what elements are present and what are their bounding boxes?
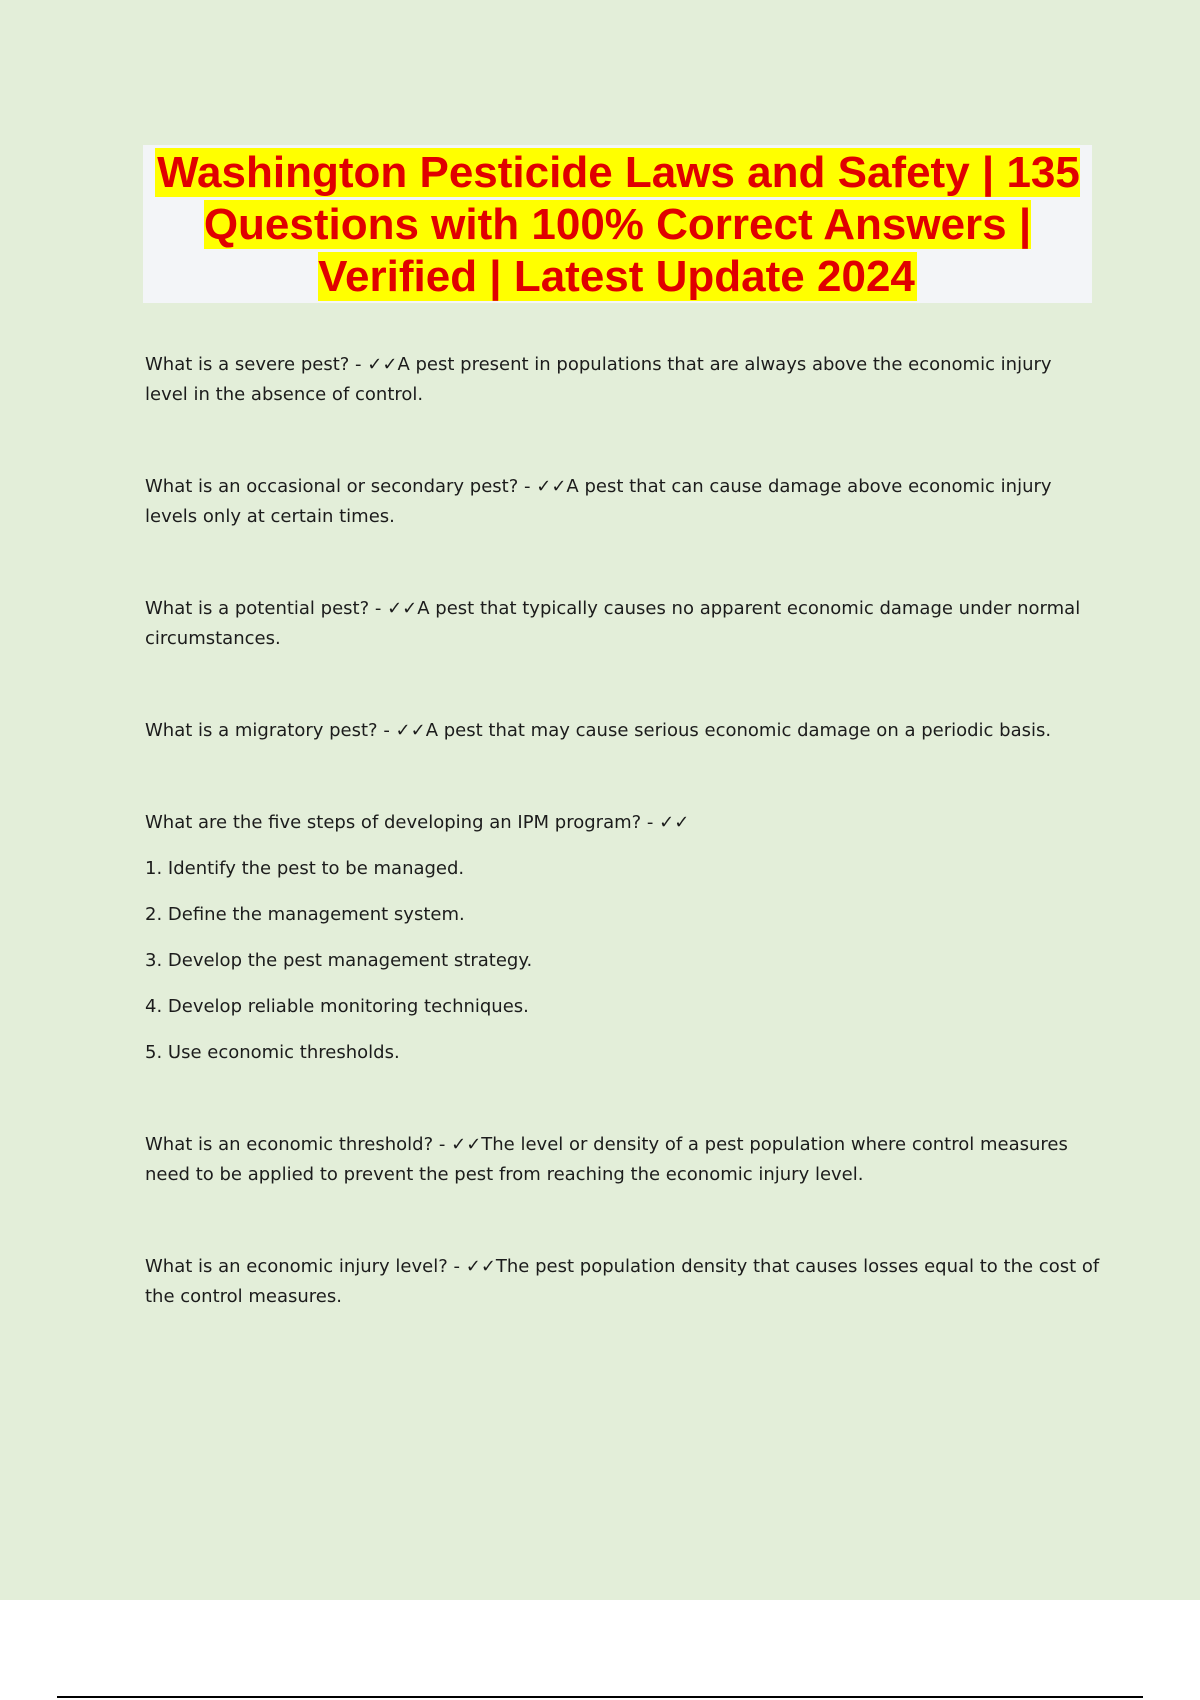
question-text: What is an economic threshold? - (145, 1134, 452, 1155)
qa-text (145, 716, 1100, 746)
question-text: What is an economic injury level? - (145, 1256, 466, 1277)
qa-item (145, 594, 1100, 654)
checkmark-icon: ✓✓ (367, 354, 398, 375)
qa-text (145, 1252, 1100, 1312)
document-title (143, 145, 1092, 303)
qa-text (145, 350, 1100, 410)
question-text: What is a severe pest? - (145, 354, 368, 375)
qa-item (145, 472, 1100, 532)
ipm-steps-list (145, 854, 1100, 1068)
answer-text: The pest population density that causes losses equal to the cost of the control measures. (145, 1256, 1100, 1307)
qa-text (145, 472, 1100, 532)
checkmark-icon: ✓✓ (536, 476, 567, 497)
checkmark-icon: ✓✓ (451, 1134, 482, 1155)
qa-item (145, 1252, 1100, 1312)
ipm-step: 2. Define the management system. (145, 904, 465, 925)
checkmark-icon: ✓✓ (387, 598, 418, 619)
question-text: What is a potential pest? - (145, 598, 388, 619)
checkmark-icon: ✓✓ (465, 1256, 496, 1277)
question-text: What is a migratory pest? - (145, 720, 396, 741)
title-box (143, 145, 1092, 303)
qa-text (145, 594, 1100, 654)
ipm-step: 3. Develop the pest management strategy. (145, 950, 533, 971)
checkmark-icon: ✓✓ (395, 720, 426, 741)
answer-text: A pest present in populations that are always above the economic injury level in the absence of control. (145, 354, 1052, 405)
qa-item (145, 1130, 1100, 1190)
qa-content (145, 350, 1100, 1374)
qa-item (145, 716, 1100, 746)
ipm-step: 1. Identify the pest to be managed. (145, 858, 465, 879)
answer-text: The level or density of a pest population where control measures need to be applied to prevent the pest from reaching the economic injury level. (145, 1134, 1068, 1185)
answer-text: A pest that may cause serious economic damage on a periodic basis. (425, 720, 1052, 741)
qa-text (145, 1130, 1100, 1190)
question-text: What are the five steps of developing an IPM program? - (145, 812, 660, 833)
qa-item-ipm (145, 808, 1100, 1068)
document-title-text: Washington Pesticide Laws and Safety | 135 Questions with 100% Correct Answers | Verified | Latest Update 2024 (157, 148, 1080, 301)
ipm-step: 5. Use economic thresholds. (145, 1042, 400, 1063)
footer-divider (57, 1696, 1143, 1698)
checkmark-icon: ✓✓ (659, 812, 690, 833)
ipm-step: 4. Develop reliable monitoring techniques. (145, 996, 529, 1017)
question-text: What is an occasional or secondary pest? - (145, 476, 537, 497)
answer-text: A pest that can cause damage above economic injury levels only at certain times. (145, 476, 1052, 527)
qa-text (145, 808, 1100, 838)
answer-text: A pest that typically causes no apparent economic damage under normal circumstances. (145, 598, 1081, 649)
qa-item (145, 350, 1100, 410)
